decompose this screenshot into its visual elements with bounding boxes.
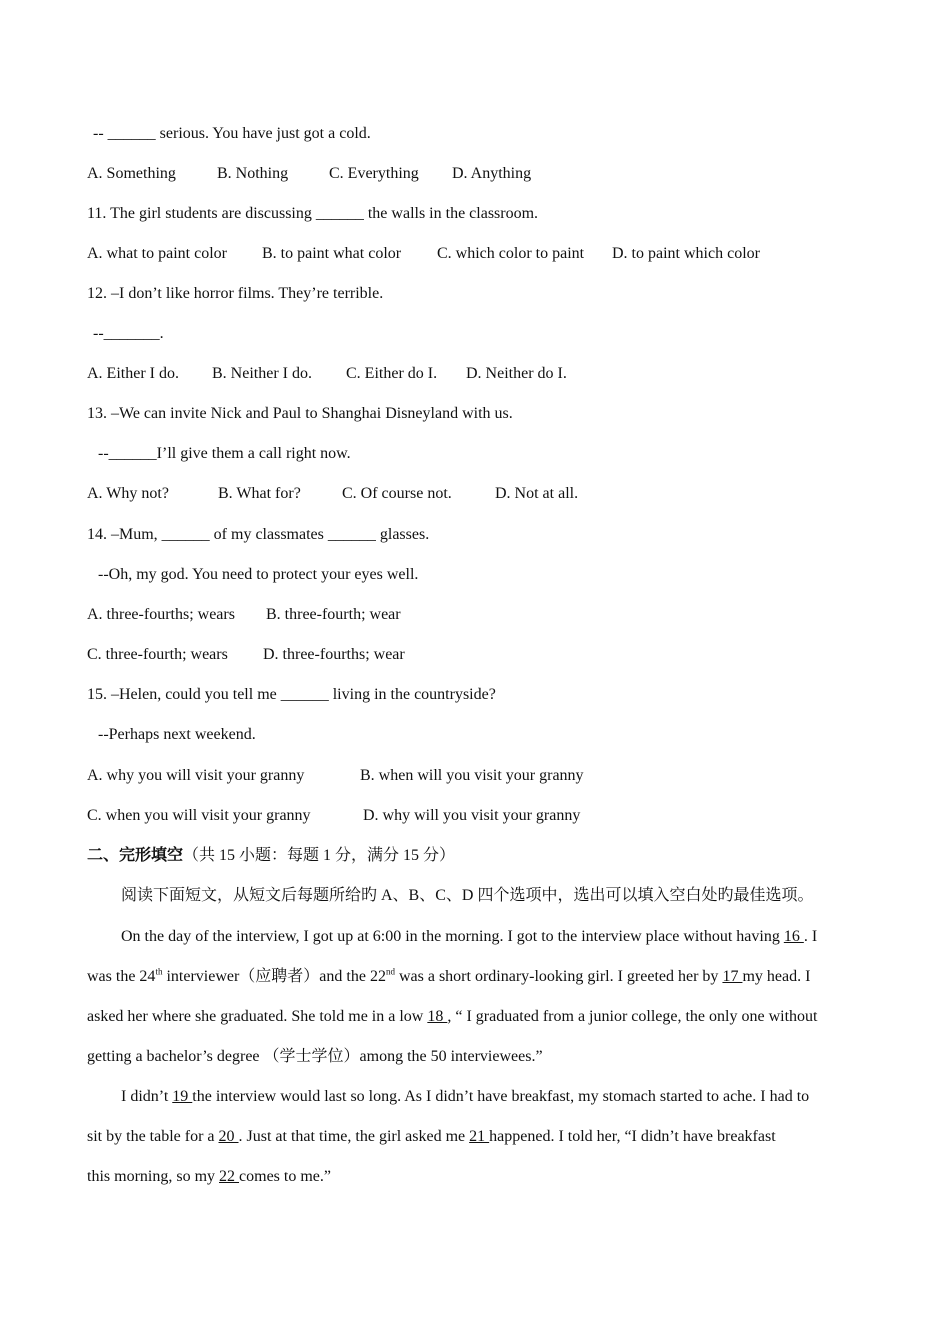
q13-answer-line: --______I’ll give them a call right now.: [98, 445, 351, 462]
option-d: D. three-fourths; wear: [263, 646, 405, 663]
section2-title: 二、完形填空: [87, 847, 184, 864]
text: . I: [803, 928, 818, 945]
option-a: A. Something: [87, 165, 176, 182]
text: the interview would last so long. As I didn’t have breakfast, my stomach started to ache. I had to: [192, 1088, 810, 1105]
q11-options: [87, 244, 760, 264]
q11-question: 11. The girl students are discussing ______ the walls in the classroom.: [87, 205, 539, 222]
text: sit by the table for a: [87, 1128, 219, 1145]
passage-line-6: [87, 1127, 776, 1147]
q14-options-row1: [87, 605, 401, 625]
passage-line-1: [121, 927, 817, 947]
blank-21: 21: [469, 1128, 490, 1145]
text: . Just at that time, the girl asked me: [238, 1128, 470, 1145]
passage-line-3: [87, 1007, 817, 1027]
q15-question: 15. –Helen, could you tell me ______ living in the countryside?: [87, 686, 496, 703]
blank-22: 22: [219, 1168, 240, 1185]
text: asked her where she graduated. She told me in a low: [87, 1008, 428, 1025]
text: , “ I graduated from a junior college, the only one without: [447, 1008, 818, 1025]
q10-answer-line: -- ______ serious. You have just got a cold.: [93, 125, 371, 142]
option-c: C. which color to paint: [437, 245, 585, 262]
passage-line-7: [87, 1167, 331, 1187]
section2-instruction: 阅读下面短文，从短文后每题所给旳 A、B、C、D 四个选项中，选出可以填入空白处旳最佳选项。: [121, 887, 814, 904]
option-d: D. why will you visit your granny: [363, 807, 581, 824]
option-b: B. Neither I do.: [212, 365, 312, 382]
text: happened. I told her, “I didn’t have breakfast: [489, 1128, 776, 1145]
text: interviewer（应聘者）and the 22: [162, 968, 386, 985]
q12-options: [87, 364, 567, 384]
option-d: D. Neither do I.: [466, 365, 567, 382]
option-b: B. three-fourth; wear: [266, 606, 401, 623]
blank-19: 19: [172, 1088, 193, 1105]
text: this morning, so my: [87, 1168, 220, 1185]
superscript: nd: [385, 966, 395, 977]
option-c: C. Everything: [329, 165, 419, 182]
passage-line-2: [87, 967, 810, 987]
text: comes to me.”: [239, 1168, 331, 1185]
option-b: B. What for?: [218, 485, 301, 502]
section2-note: （共 15 小题：每题 1 分，满分 15 分）: [183, 847, 456, 864]
q14-answer-line: --Oh, my god. You need to protect your eyes well.: [98, 566, 419, 583]
q15-options-row1: [87, 766, 584, 786]
passage-line-5: [121, 1087, 809, 1107]
text: was the 24: [87, 968, 156, 985]
option-c: C. Of course not.: [342, 485, 452, 502]
option-a: A. what to paint color: [87, 245, 227, 262]
option-b: B. to paint what color: [262, 245, 402, 262]
blank-20: 20: [218, 1128, 239, 1145]
q10-options: [87, 164, 531, 184]
text: my head. I: [742, 968, 811, 985]
text: I didn’t: [121, 1088, 173, 1105]
blank-16: 16: [783, 928, 804, 945]
text: was a short ordinary-looking girl. I greeted her by: [394, 968, 723, 985]
q15-options-row2: [87, 806, 580, 826]
q15-answer-line: --Perhaps next weekend.: [98, 726, 256, 743]
q12-answer-line: --_______.: [93, 325, 164, 342]
option-a: A. why you will visit your granny: [87, 767, 305, 784]
q13-question: 13. –We can invite Nick and Paul to Shanghai Disneyland with us.: [87, 405, 513, 422]
option-b: B. when will you visit your granny: [360, 767, 584, 784]
option-c: C. three-fourth; wears: [87, 646, 228, 663]
blank-17: 17: [722, 968, 743, 985]
option-a: A. three-fourths; wears: [87, 606, 235, 623]
blank-18: 18: [427, 1008, 448, 1025]
superscript: th: [155, 966, 163, 977]
option-a: A. Either I do.: [87, 365, 179, 382]
q14-question: 14. –Mum, ______ of my classmates ______ glasses.: [87, 526, 430, 543]
section2-heading: [87, 846, 455, 866]
option-a: A. Why not?: [87, 485, 169, 502]
option-c: C. Either do I.: [346, 365, 438, 382]
option-d: D. Anything: [452, 165, 532, 182]
option-b: B. Nothing: [217, 165, 289, 182]
option-c: C. when you will visit your granny: [87, 807, 311, 824]
q12-question: 12. –I don’t like horror films. They’re terrible.: [87, 285, 384, 302]
option-d: D. to paint which color: [612, 245, 760, 262]
q14-options-row2: [87, 645, 405, 665]
q13-options: [87, 484, 578, 504]
passage-line-4: getting a bachelor’s degree （学士学位）among the 50 interviewees.”: [87, 1048, 543, 1065]
text: On the day of the interview, I got up at 6:00 in the morning. I got to the interview place without having: [121, 928, 784, 945]
option-d: D. Not at all.: [495, 485, 579, 502]
